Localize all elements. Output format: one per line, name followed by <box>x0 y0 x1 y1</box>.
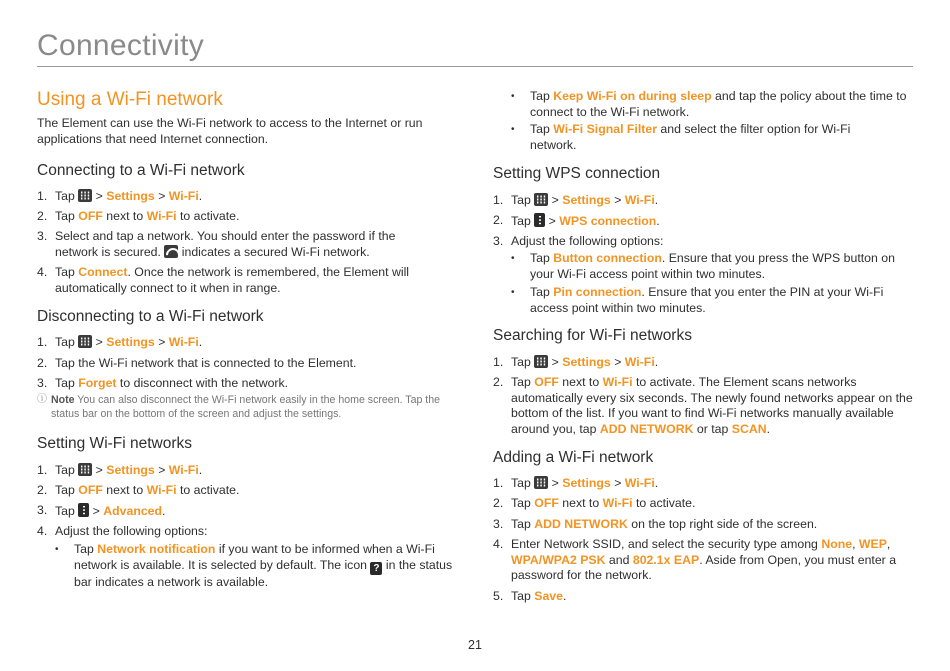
subheading-setting: Setting Wi-Fi networks <box>37 435 193 452</box>
note: ⓘ Note You can also disconnect the Wi-Fi network easily in the home screen. Tap the status bar on the bottom of the screen and adjust the settings. <box>37 394 441 420</box>
page-title: Connectivity <box>37 29 205 62</box>
subheading-adding: Adding a Wi-Fi network <box>493 449 654 466</box>
searching-step-2: 2. Tap OFF next to Wi-Fi to activate. The Element scans networks automatically every six seconds. The newly found networks appear on the bottom of the list. If you want to find Wi-Fi networks manually available around you, tap ADD NETWORK or tap SCAN. <box>493 375 913 436</box>
apps-icon <box>534 355 548 368</box>
apps-icon <box>534 193 548 206</box>
step-number: 1. <box>37 189 48 203</box>
wifi-available-icon: ? <box>370 562 382 575</box>
connecting-step-4: 4. Tap Connect. Once the network is remembered, the Element will automatically connect to it when in range. <box>37 265 410 295</box>
disconnecting-step-2: 2. Tap the Wi-Fi network that is connected to the Element. <box>37 356 357 370</box>
connecting-step-1: 1. Tap > Settings > Wi-Fi. <box>37 189 203 203</box>
option-signal-filter: • Tap Wi-Fi Signal Filter and select the filter option for Wi-Fi network. <box>511 122 851 152</box>
subheading-connecting: Connecting to a Wi-Fi network <box>37 162 245 179</box>
disconnecting-step-3: 3. Tap Forget to disconnect with the network. <box>37 376 289 390</box>
menu-icon <box>534 213 545 227</box>
searching-step-1: 1. Tap > Settings > Wi-Fi. <box>493 355 659 369</box>
subheading-searching: Searching for Wi-Fi networks <box>493 327 692 344</box>
connecting-step-3: 3. Select and tap a network. You should enter the password if the network is secured. indicates a secured Wi-Fi network. <box>37 229 396 259</box>
secured-wifi-icon <box>164 245 178 258</box>
wps-step-2: 2. Tap > WPS connection. <box>493 213 660 228</box>
adding-step-4: 4. Enter Network SSID, and select the security type among None, WEP, WPA/WPA2 PSK and 802.1x EAP. Aside from Open, you must enter a password for the network. <box>493 537 897 582</box>
wps-step-3: 3. Adjust the following options: <box>493 234 664 248</box>
setting-bullet-notification: • Tap Network notification if you want to be informed when a Wi-Fi network is available. It is selected by default. The icon ? in the status bar indicates a network is available. <box>55 542 453 589</box>
setting-step-2: 2. Tap OFF next to Wi-Fi to activate. <box>37 483 240 497</box>
section-title-using-wifi: Using a Wi-Fi network <box>37 89 223 110</box>
menu-icon <box>78 503 89 517</box>
intro-paragraph: The Element can use the Wi-Fi network to access to the Internet or run applications that need Internet connection. <box>37 116 423 146</box>
setting-step-4: 4. Adjust the following options: <box>37 524 208 538</box>
adding-step-5: 5. Tap Save. <box>493 589 567 603</box>
apps-icon <box>534 476 548 489</box>
setting-step-1: 1. Tap > Settings > Wi-Fi. <box>37 463 203 477</box>
page-number: 21 <box>468 638 482 652</box>
apps-icon <box>78 463 92 476</box>
setting-step-3: 3. Tap > Advanced. <box>37 503 166 518</box>
wps-bullet-pin: • Tap Pin connection. Ensure that you enter the PIN at your Wi-Fi access point within two minutes. <box>511 285 884 315</box>
wps-bullet-button: • Tap Button connection. Ensure that you press the WPS button on your Wi-Fi access point within two minutes. <box>511 251 895 281</box>
subheading-wps: Setting WPS connection <box>493 165 661 182</box>
apps-icon <box>78 189 92 202</box>
connecting-step-2: 2. Tap OFF next to Wi-Fi to activate. <box>37 209 240 223</box>
adding-step-1: 1. Tap > Settings > Wi-Fi. <box>493 476 659 490</box>
subheading-disconnecting: Disconnecting to a Wi-Fi network <box>37 308 264 325</box>
disconnecting-step-1: 1. Tap > Settings > Wi-Fi. <box>37 335 203 349</box>
info-icon: ⓘ <box>37 394 47 405</box>
adding-step-3: 3. Tap ADD NETWORK on the top right side of the screen. <box>493 517 818 531</box>
title-rule <box>37 66 913 67</box>
apps-icon <box>78 335 92 348</box>
adding-step-2: 2. Tap OFF next to Wi-Fi to activate. <box>493 496 696 510</box>
option-keep-wifi: • Tap Keep Wi-Fi on during sleep and tap the policy about the time to connect to the Wi-Fi network. <box>511 89 907 119</box>
wps-step-1: 1. Tap > Settings > Wi-Fi. <box>493 193 659 207</box>
